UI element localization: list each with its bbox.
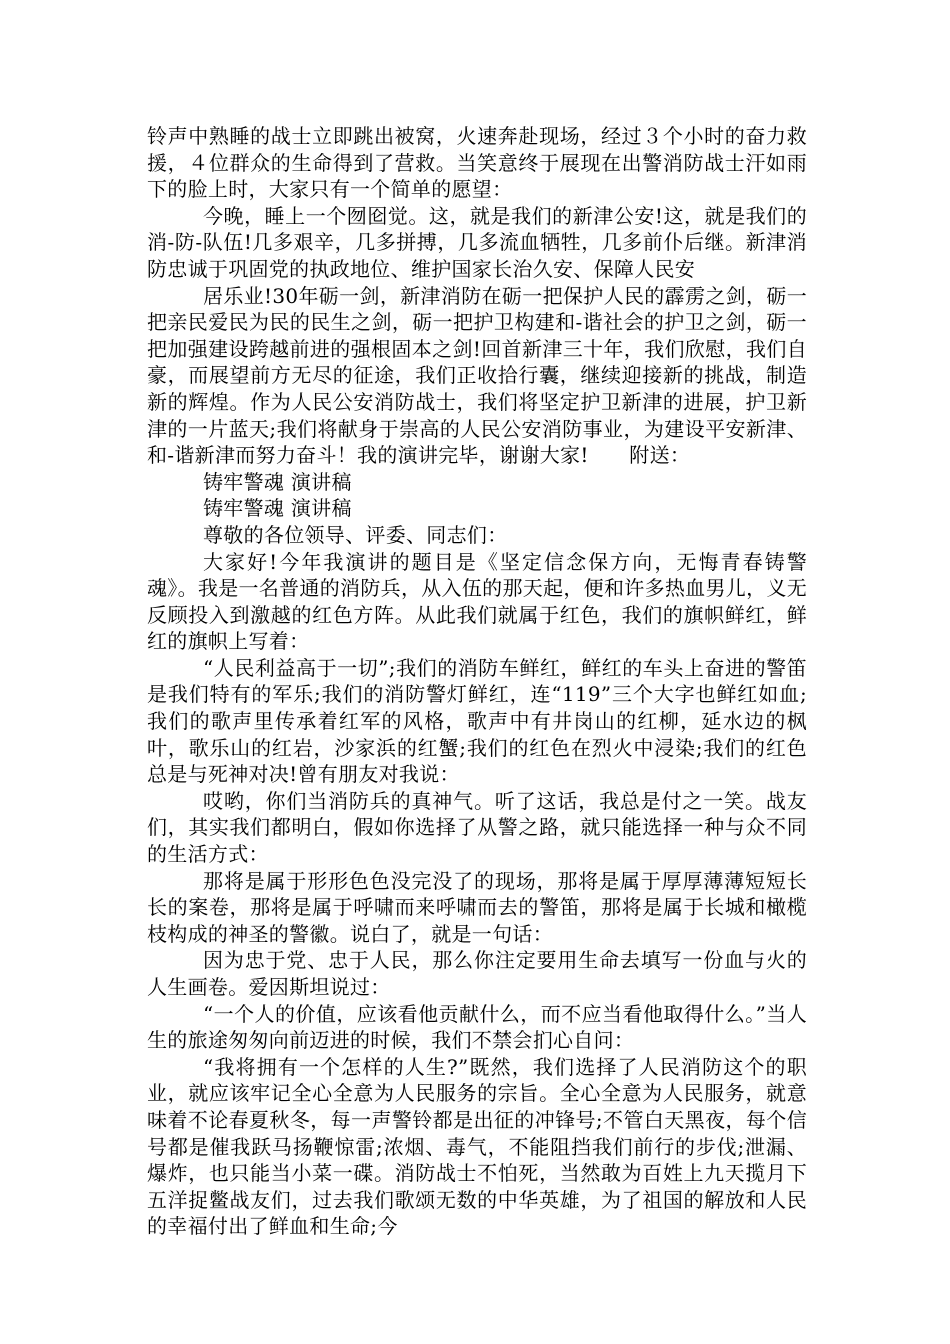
- paragraph: 尊敬的各位领导、评委、同志们：: [203, 522, 508, 547]
- paragraph: 铸牢警魂 演讲稿: [203, 469, 352, 494]
- paragraph: “一个人的价值，应该看他贡献什么，而不应当看他取得什么。”当人生的旅途匆匆向前迈进的时候，我们不禁会扪心自问：: [147, 1001, 807, 1053]
- paragraph: 铃声中熟睡的战士立即跳出被窝，火速奔赴现场，经过３个小时的奋力救援，４位群众的生命得到了营救。当笑意终于展现在出警消防战士汗如雨下的脸上时，大家只有一个简单的愿望：: [147, 124, 807, 202]
- paragraph: “我将拥有一个怎样的人生?”既然，我们选择了人民消防这个的职业，就应该牢记全心全意为人民服务的宗旨。全心全意为人民服务，就意味着不论春夏秋冬，每一声警铃都是出征的冲锋号;不管白天黑夜，每个信号都是催我跃马扬鞭惊雷;浓烟、毒气，不能阻挡我们前行的步伐;泄漏、爆炸，也只能当小菜一碟。消防战士不怕死，当然敢为百姓上九天揽月下五洋捉鳖战友们，过去我们歌颂无数的中华英雄，为了祖国的解放和人民的幸福付出了鲜血和生命;今: [147, 1054, 807, 1239]
- paragraph: 大家好!今年我演讲的题目是《坚定信念保方向，无悔青春铸警魂》。我是一名普通的消防兵，从入伍的那天起，便和许多热血男儿，义无反顾投入到激越的红色方阵。从此我们就属于红色，我们的旗帜鲜红，鲜红的旗帜上写着：: [147, 549, 807, 654]
- paragraph: 铸牢警魂 演讲稿: [203, 496, 352, 521]
- paragraph: “人民利益高于一切”;我们的消防车鲜红，鲜红的车头上奋进的警笛是我们特有的军乐;我们的消防警灯鲜红，连“119”三个大字也鲜红如血;我们的歌声里传承着红军的风格，歌声中有井岗山的红柳，延水边的枫叶，歌乐山的红岩，沙家浜的红蟹;我们的红色在烈火中浸染;我们的红色总是与死神对决!曾有朋友对我说：: [147, 655, 807, 787]
- paragraph: 居乐业!30年砺一剑，新津消防在砺一把保护人民的霹雳之剑，砺一把亲民爱民为民的民生之剑，砺一把护卫构建和-谐社会的护卫之剑，砺一把加强建设跨越前进的强根固本之剑!回首新津三十年，我们欣慰，我们自豪，而展望前方无尽的征途，我们正收拾行囊，继续迎接新的挑战，制造新的辉煌。作为人民公安消防战士，我们将坚定护卫新津的进展，护卫新津的一片蓝天;我们将献身于崇高的人民公安消防事业，为建设平安新津、和-谐新津而努力奋斗！我的演讲完毕，谢谢大家! 附送：: [147, 283, 807, 468]
- document-page: [147, 123, 807, 1240]
- paragraph: 那将是属于形形色色没完没了的现场，那将是属于厚厚薄薄短短长长的案卷，那将是属于呼啸而来呼啸而去的警笛，那将是属于长城和橄榄枝构成的神圣的警徽。说白了，就是一句话：: [147, 868, 807, 946]
- paragraph: 今晚，睡上一个囫囵觉。这，就是我们的新津公安!这，就是我们的消-防-队伍!几多艰辛，几多拼搏，几多流血牺牲，几多前仆后继。新津消防忠诚于巩固党的执政地位、维护国家长治久安、保障人民安: [147, 203, 807, 281]
- paragraph: 因为忠于党、忠于人民，那么你注定要用生命去填写一份血与火的人生画卷。爱因斯坦说过：: [147, 948, 807, 999]
- paragraph: 哎哟，你们当消防兵的真神气。听了这话，我总是付之一笑。战友们，其实我们都明白，假如你选择了从警之路，就只能选择一种与众不同的生活方式：: [147, 788, 807, 867]
